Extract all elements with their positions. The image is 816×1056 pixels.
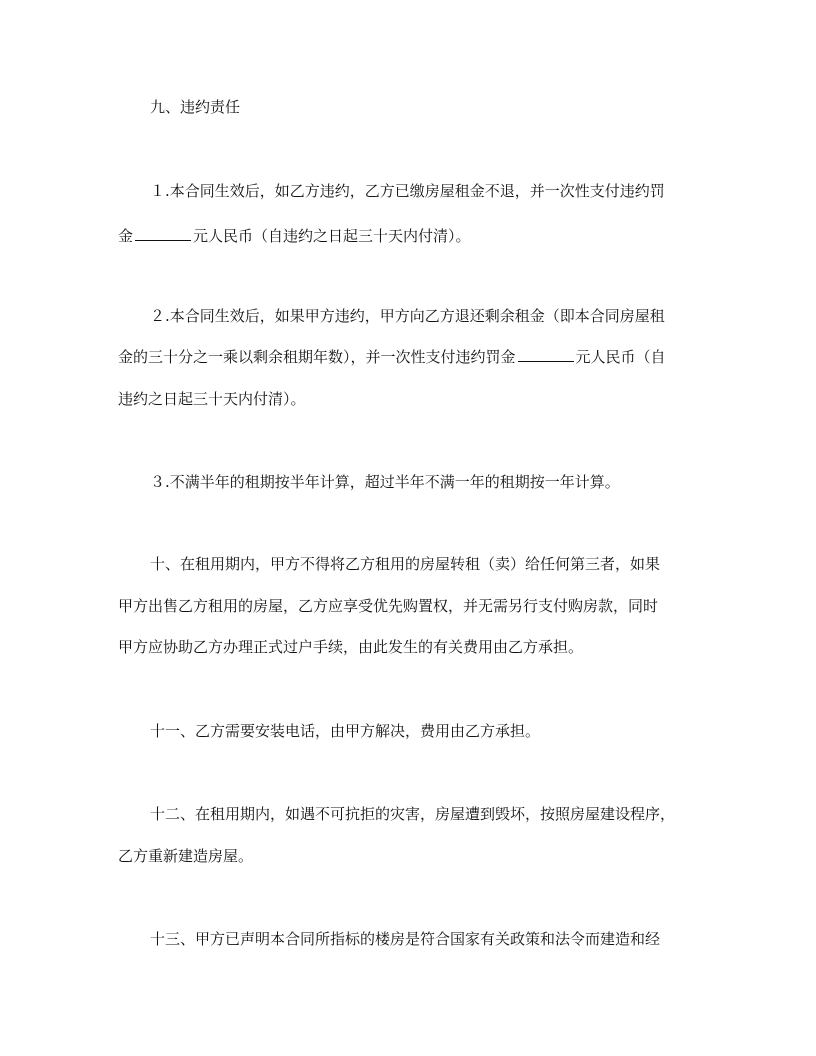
clause-10-line-1: 十、在租用期内，甲方不得将乙方租用的房屋转租（卖）给任何第三者，如果 <box>150 555 661 573</box>
penalty-amount-blank-1 <box>135 226 191 241</box>
clause-3-line-1: ３.不满半年的租期按半年计算，超过半年不满一年的租期按一年计算。 <box>150 473 620 491</box>
clause-11-line-1: 十一、乙方需要安装电话，由甲方解决，费用由乙方承担。 <box>150 722 541 740</box>
clause-12-line-1: 十二、在租用期内，如遇不可抗拒的灾害，房屋遭到毁坏，按照房屋建设程序， <box>150 805 676 823</box>
clause-1-line-2-tail: 元人民币（自违约之日起三十天内付清）。 <box>193 227 471 245</box>
clause-10-line-3: 甲方应协助乙方办理正式过户手续，由此发生的有关费用由乙方承担。 <box>118 638 584 656</box>
clause-1-line-2 <box>118 226 471 246</box>
clause-2-line-3: 违约之日起三十天内付清）。 <box>118 390 306 408</box>
clause-1-line-2-text: 金 <box>118 227 134 245</box>
penalty-amount-blank-2 <box>518 347 574 362</box>
clause-12-line-2: 乙方重新建造房屋。 <box>118 847 254 865</box>
clause-1-line-1: １.本合同生效后，如乙方违约，乙方已缴房屋租金不退，并一次性支付违约罚 <box>150 182 665 200</box>
section-heading-breach: 九、违约责任 <box>150 98 241 116</box>
clause-2-line-1: ２.本合同生效后，如果甲方违约，甲方向乙方退还剩余租金（即本合同房屋租 <box>150 307 665 325</box>
clause-2-line-2-text: 金的三十分之一乘以剩余租期年数），并一次性支付违约罚金 <box>118 348 516 366</box>
clause-2-line-2 <box>118 347 666 367</box>
clause-10-line-2: 甲方出售乙方租用的房屋，乙方应享受优先购置权，并无需另行支付购房款，同时 <box>118 597 659 615</box>
clause-2-line-2-tail: 元人民币（自 <box>575 348 666 366</box>
clause-13-line-1: 十三、甲方已声明本合同所指标的楼房是符合国家有关政策和法令而建造和经 <box>150 930 661 948</box>
